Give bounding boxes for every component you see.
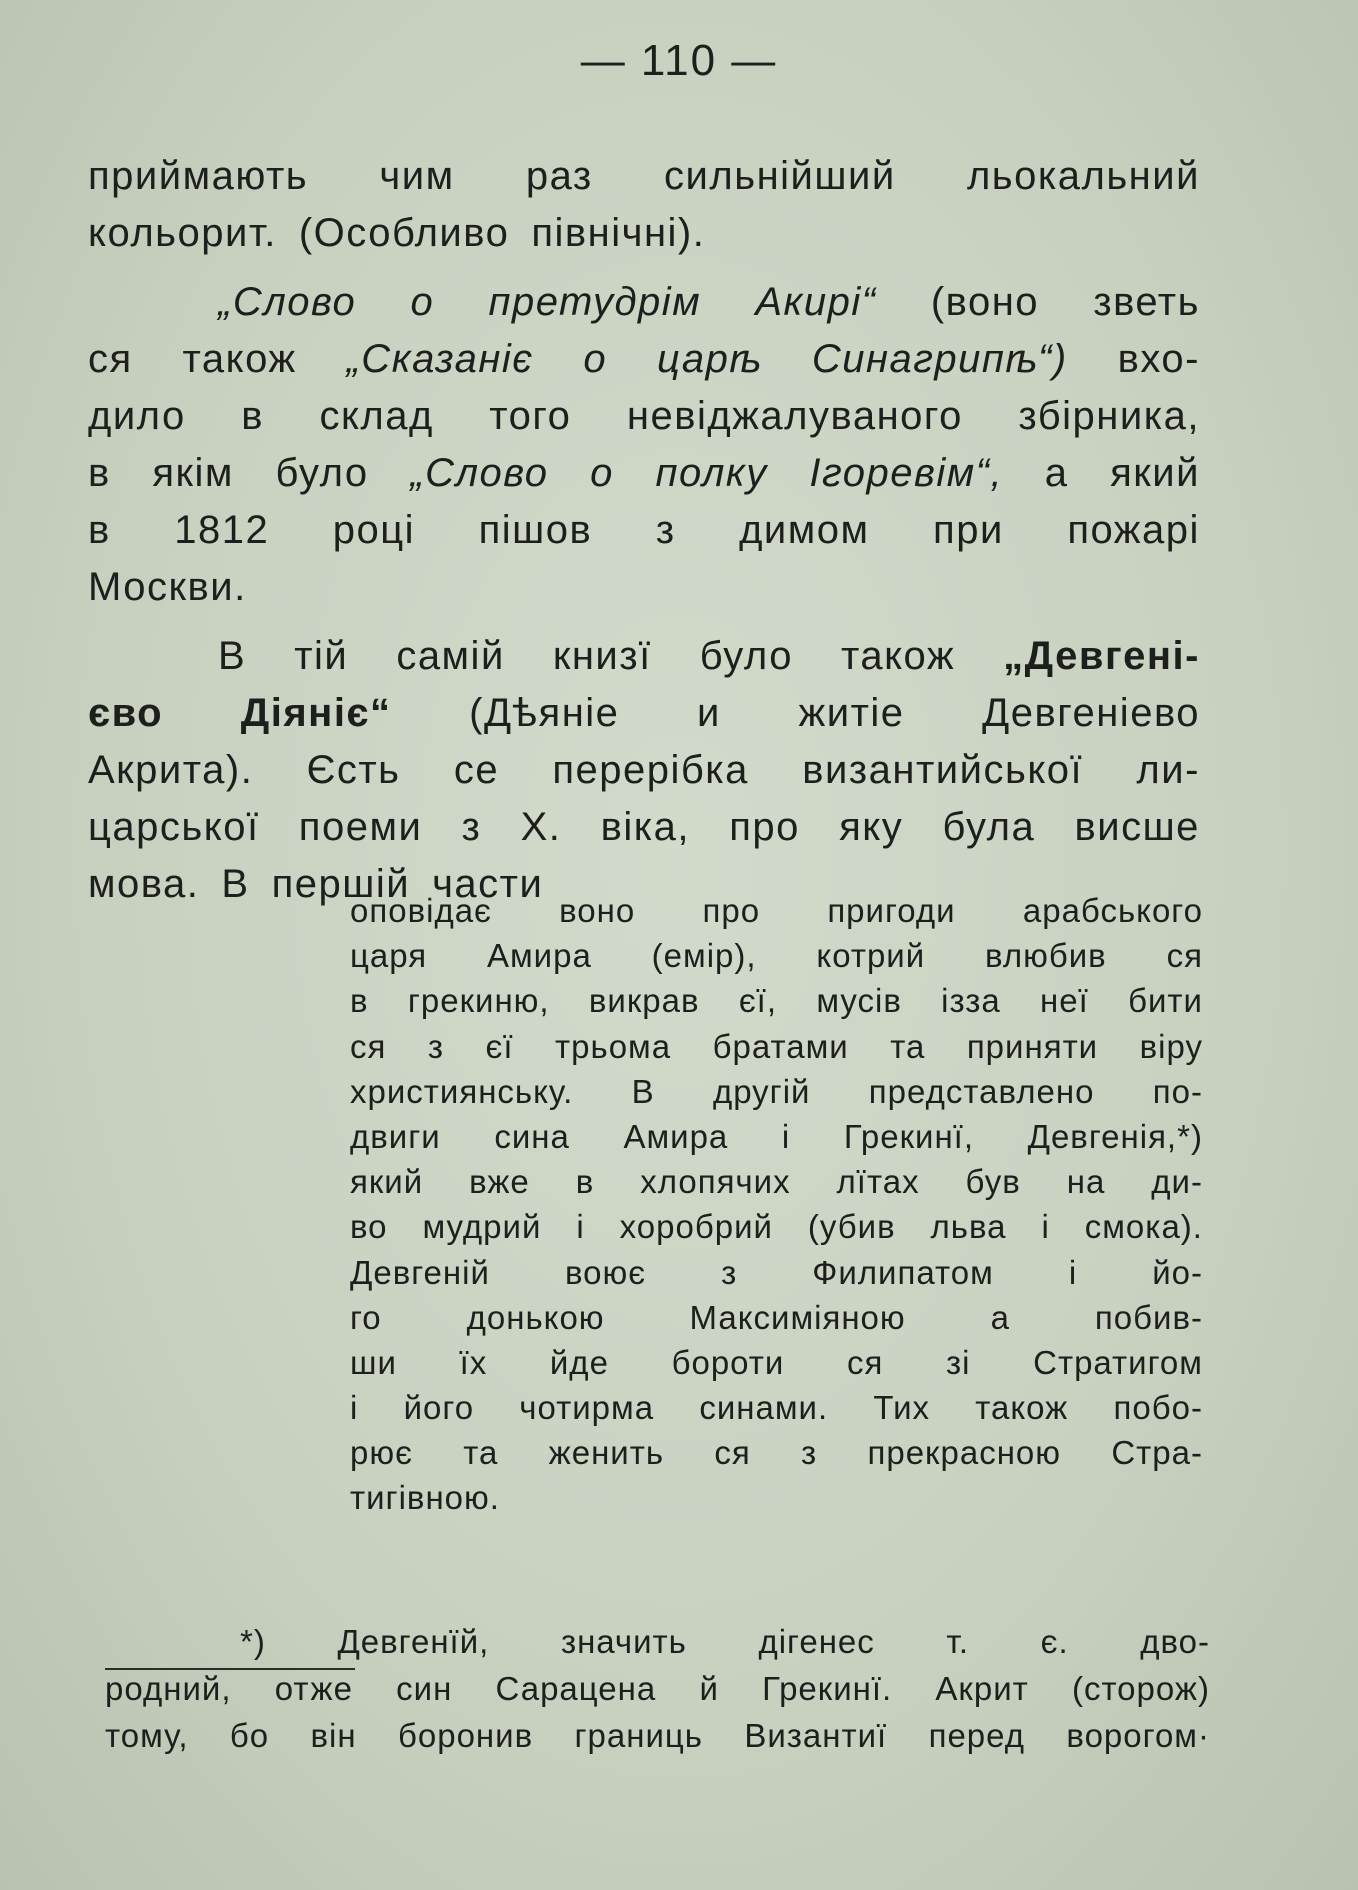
word: котрий — [816, 937, 926, 975]
word: ся — [1166, 937, 1203, 975]
word: йде — [549, 1343, 609, 1381]
word: арабського — [1022, 892, 1203, 929]
word: також — [975, 1389, 1069, 1427]
word: „Слово — [410, 451, 549, 495]
word: (воно — [930, 280, 1040, 324]
word: кольорит. — [88, 211, 277, 255]
word: мова. — [88, 862, 200, 906]
word: пожарі — [1067, 508, 1200, 552]
text-line — [88, 388, 1200, 445]
word: „Сказаніє — [346, 337, 534, 381]
word: Грекинї, — [843, 1117, 974, 1155]
word: Акрита). — [88, 748, 254, 792]
word: з — [801, 1434, 818, 1472]
word: єво — [88, 691, 164, 735]
word: невіджалуваного — [626, 394, 963, 438]
word: з — [721, 1253, 738, 1291]
word: а — [1044, 451, 1069, 495]
word: вже — [469, 1163, 530, 1201]
word: книзї — [552, 634, 652, 678]
word: був — [965, 1163, 1021, 1201]
word: женить — [548, 1434, 665, 1472]
word: ди- — [1151, 1163, 1203, 1201]
word: неї — [1040, 982, 1089, 1020]
paragraph-gap — [88, 616, 1200, 628]
word: части — [432, 862, 544, 906]
word: єї, — [738, 982, 778, 1020]
word: Стратигом — [1033, 1343, 1203, 1381]
word: воює — [564, 1253, 647, 1291]
word: його — [403, 1389, 475, 1427]
word: Акирі“ — [755, 280, 877, 324]
word: т. — [946, 1623, 970, 1660]
word: році — [332, 508, 416, 552]
word: і — [781, 1117, 791, 1155]
word: царської — [88, 805, 260, 849]
word: було — [699, 634, 793, 678]
word: Девгеній — [350, 1253, 490, 1291]
word: віру — [1139, 1027, 1203, 1065]
word: трьома — [555, 1027, 672, 1065]
word: і — [350, 1389, 359, 1427]
word: рює — [350, 1434, 413, 1472]
text-line — [350, 1475, 1203, 1520]
word: а — [990, 1298, 1010, 1336]
word: (сторож) — [1071, 1670, 1210, 1707]
word: двиги — [350, 1117, 441, 1155]
word: самій — [396, 634, 505, 678]
text-line — [350, 1430, 1203, 1475]
word: дво- — [1140, 1623, 1210, 1660]
word: приняти — [966, 1027, 1099, 1065]
word: В — [221, 862, 250, 906]
text-line — [88, 205, 1200, 262]
word: бороти — [671, 1343, 785, 1381]
text-line — [350, 1385, 1203, 1430]
word: житіе — [798, 691, 905, 735]
word: пішов — [478, 508, 593, 552]
word: Максиміяною — [689, 1298, 906, 1336]
word: ли- — [1136, 748, 1200, 792]
word: йо- — [1152, 1253, 1203, 1291]
word: ся — [847, 1343, 884, 1381]
word: є. — [1040, 1623, 1069, 1660]
word: Девгенія,*) — [1027, 1117, 1203, 1155]
word: з — [427, 1027, 445, 1065]
word: ізза — [941, 982, 1001, 1020]
word: родний, — [105, 1670, 232, 1707]
word: отже — [274, 1670, 353, 1707]
text-line — [350, 1340, 1203, 1385]
word: значить — [560, 1623, 687, 1660]
word: вхо- — [1117, 337, 1200, 381]
text-line — [88, 148, 1200, 205]
word: поеми — [298, 805, 423, 849]
word: першій — [271, 862, 411, 906]
word: византийської — [802, 748, 1084, 792]
word: 1812 — [174, 508, 270, 552]
word: о — [590, 451, 614, 495]
word: перед — [928, 1717, 1026, 1754]
word: та — [463, 1434, 499, 1472]
word: в — [88, 451, 111, 495]
text-line — [350, 1069, 1203, 1114]
text-line — [350, 1295, 1203, 1340]
word: димом — [739, 508, 870, 552]
word: и — [697, 691, 721, 735]
text-line — [88, 799, 1200, 856]
word: ся — [350, 1027, 387, 1065]
word: про — [702, 892, 761, 929]
word: царѣ — [657, 337, 762, 381]
word: го — [350, 1298, 382, 1336]
text-line — [350, 888, 1203, 933]
word: оповідає — [350, 892, 492, 929]
word: чотирма — [519, 1389, 655, 1427]
word: прекрасною — [867, 1434, 1062, 1472]
word: хоробрий — [619, 1208, 773, 1246]
footnote — [105, 1618, 1210, 1759]
word: Тих — [873, 1389, 931, 1427]
word: і — [1068, 1253, 1078, 1291]
word: синами. — [699, 1389, 829, 1427]
word: Єсть — [306, 748, 401, 792]
word: який — [350, 1163, 424, 1201]
word: дило — [88, 394, 186, 438]
text-line — [105, 1712, 1210, 1759]
word: влюбив — [985, 937, 1107, 975]
word: сина — [494, 1117, 570, 1155]
word: (убив — [807, 1208, 896, 1246]
text-line — [350, 933, 1203, 978]
word: зветь — [1093, 280, 1200, 324]
text-line — [88, 559, 1200, 616]
word: ши — [350, 1343, 397, 1381]
text-line — [88, 502, 1200, 559]
word: також — [182, 337, 297, 381]
word: В — [218, 634, 247, 678]
word: склад — [319, 394, 434, 438]
word: в — [575, 1163, 595, 1201]
word: Византиї — [744, 1717, 888, 1754]
text-line — [350, 1024, 1203, 1069]
word: й — [699, 1670, 719, 1707]
word: тій — [294, 634, 349, 678]
word: приймають — [88, 154, 309, 198]
word: во — [350, 1208, 388, 1246]
text-line — [88, 628, 1200, 685]
word: Синагрипѣ“) — [811, 337, 1068, 381]
word: (емір), — [651, 937, 757, 975]
main-text — [88, 148, 1200, 913]
word: в — [241, 394, 264, 438]
word: Москви. — [88, 565, 247, 609]
word: Амира — [486, 937, 592, 975]
word: о — [583, 337, 608, 381]
word: бити — [1128, 982, 1203, 1020]
text-line — [350, 1159, 1203, 1204]
text-line — [105, 1665, 1210, 1712]
word: Филипатом — [812, 1253, 994, 1291]
word: єї — [485, 1027, 514, 1065]
word: льва — [930, 1208, 1007, 1246]
word: *) — [240, 1623, 266, 1660]
text-line — [350, 978, 1203, 1023]
word: висше — [1074, 805, 1200, 849]
paragraph-gap — [88, 262, 1200, 274]
word: тому, — [105, 1717, 189, 1754]
word: тигівною. — [350, 1479, 500, 1517]
text-line — [88, 685, 1200, 742]
word: перерібка — [552, 748, 749, 792]
word: (Особливо — [298, 211, 510, 255]
word: бо — [229, 1717, 270, 1754]
text-line — [88, 742, 1200, 799]
text-line — [88, 274, 1200, 331]
word: братами — [712, 1027, 849, 1065]
word: яку — [839, 805, 904, 849]
word: віка, — [600, 805, 691, 849]
word: се — [453, 748, 500, 792]
text-line — [88, 445, 1200, 502]
word: претудрім — [488, 280, 702, 324]
word: В — [631, 1072, 655, 1110]
word: та — [890, 1027, 926, 1065]
word: дігенес — [758, 1623, 875, 1660]
word: Акрит — [935, 1670, 1029, 1707]
word: північні). — [531, 211, 706, 255]
word: побив- — [1094, 1298, 1203, 1336]
word: при — [933, 508, 1004, 552]
word: полку — [655, 451, 768, 495]
word: викрав — [588, 982, 700, 1020]
word: другій — [712, 1072, 811, 1110]
word: о — [410, 280, 435, 324]
word: лїтах — [836, 1163, 920, 1201]
word: хлопячих — [640, 1163, 791, 1201]
word: і — [576, 1208, 585, 1246]
word: і — [1041, 1208, 1050, 1246]
word: якім — [152, 451, 234, 495]
word: мудрий — [422, 1208, 542, 1246]
word: сильнійший — [664, 154, 896, 198]
word: границь — [574, 1717, 703, 1754]
word: на — [1066, 1163, 1106, 1201]
page-number: — 110 — — [580, 36, 778, 85]
word: про — [729, 805, 800, 849]
word: X. — [520, 805, 562, 849]
word: була — [942, 805, 1036, 849]
word: (Дѣяніе — [469, 691, 620, 735]
word: раз — [525, 154, 593, 198]
word: ворогом· — [1066, 1717, 1210, 1754]
word: в — [88, 508, 111, 552]
text-line — [105, 1618, 1210, 1665]
word: збірника, — [1018, 394, 1200, 438]
word: смока). — [1084, 1208, 1203, 1246]
word: Ігоревім“, — [809, 451, 1004, 495]
word: Стра- — [1111, 1434, 1203, 1472]
word: ся — [714, 1434, 751, 1472]
word: воно — [559, 892, 636, 929]
text-line — [350, 1250, 1203, 1295]
word: Амира — [623, 1117, 729, 1155]
word: він — [310, 1717, 357, 1754]
word: „Девгені- — [1003, 634, 1200, 678]
word: того — [489, 394, 572, 438]
word: Діяніє“ — [240, 691, 392, 735]
word: донькою — [466, 1298, 605, 1336]
word: Девгенїй, — [337, 1623, 490, 1660]
word: боронив — [397, 1717, 534, 1754]
word: який — [1110, 451, 1200, 495]
word: „Слово — [218, 280, 357, 324]
word: царя — [350, 937, 428, 975]
word: в — [350, 982, 369, 1020]
word: по- — [1152, 1072, 1203, 1110]
word: ся — [88, 337, 133, 381]
text-line — [88, 331, 1200, 388]
word: християнську. — [350, 1072, 574, 1110]
word: також — [840, 634, 956, 678]
word: Девгеніево — [982, 691, 1200, 735]
word: чим — [379, 154, 455, 198]
word: мусів — [816, 982, 902, 1020]
word: льокальний — [966, 154, 1200, 198]
small-print-passage — [350, 888, 1203, 1521]
text-line — [350, 1204, 1203, 1249]
word: син — [396, 1670, 453, 1707]
word: зі — [946, 1343, 971, 1381]
word: було — [275, 451, 369, 495]
word: з — [461, 805, 482, 849]
word: представлено — [868, 1072, 1095, 1110]
word: пригоди — [827, 892, 956, 929]
word: грекиню, — [407, 982, 550, 1020]
word: побо- — [1113, 1389, 1203, 1427]
word: їх — [459, 1343, 488, 1381]
text-line — [350, 1114, 1203, 1159]
word: з — [655, 508, 676, 552]
word: Сарацена — [495, 1670, 657, 1707]
word: Грекинї. — [762, 1670, 893, 1707]
